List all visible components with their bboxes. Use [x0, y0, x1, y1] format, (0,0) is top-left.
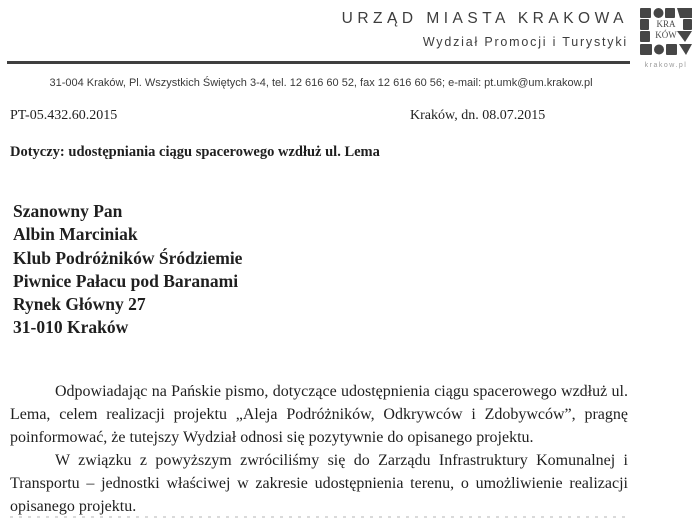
- department-name: Wydział Promocji i Turystyki: [422, 35, 628, 49]
- logo-caption: krakow.pl: [644, 62, 688, 69]
- recipient-city: 31-010 Kraków: [13, 317, 129, 338]
- subject-line: Dotyczy: udostępniania ciągu spacerowego wzdłuż ul. Lema: [10, 144, 380, 160]
- krakow-mosaic-icon: [640, 8, 692, 56]
- recipient-block: [13, 200, 242, 340]
- case-number: PT-05.432.60.2015: [10, 108, 118, 123]
- recipient-salutation: Szanowny Pan: [13, 201, 123, 221]
- logo-text-line1: KRA: [656, 19, 676, 29]
- body-paragraph-2: W związku z powyższym zwróciliśmy się do Zarządu Infrastruktury Komunalnej i Transportu – jednostki właściwej w zakresie udostępnienia terenu, o umożliwienie realizacji opisanego projektu.: [10, 452, 628, 515]
- recipient-organization: Klub Podróżników Śródziemie: [13, 247, 243, 268]
- recipient-address-line1: Piwnice Pałacu pod Baranami: [13, 270, 239, 291]
- contact-line: 31-004 Kraków, Pl. Wszystkich Świętych 3-4, tel. 12 616 60 52, fax 12 616 60 56; e-mail: pt.umk@um.krakow.pl: [49, 77, 593, 89]
- letterhead: [342, 10, 628, 49]
- recipient-address-line2: Rynek Główny 27: [13, 294, 146, 315]
- body-paragraph-1: Odpowiadając na Pańskie pismo, dotyczące udostępnienia ciągu spacerowego wzdłuż ul. Lema, celem realizacji projektu „Aleja Podróżników, Odkrywców i Zdobywców”, pragnę poinformować, że tutejszy Wydział odnosi się pozytywnie do opisanego projektu.: [10, 383, 628, 446]
- letter-body: [10, 380, 628, 518]
- header-divider: [7, 61, 630, 64]
- krakow-logo: [640, 8, 692, 69]
- recipient-name: Albin Marciniak: [13, 224, 138, 245]
- org-name: URZĄD MIASTA KRAKOWA: [341, 10, 628, 27]
- place-date: Kraków, dn. 08.07.2015: [410, 108, 546, 123]
- logo-text-line2: KÓW: [655, 30, 677, 40]
